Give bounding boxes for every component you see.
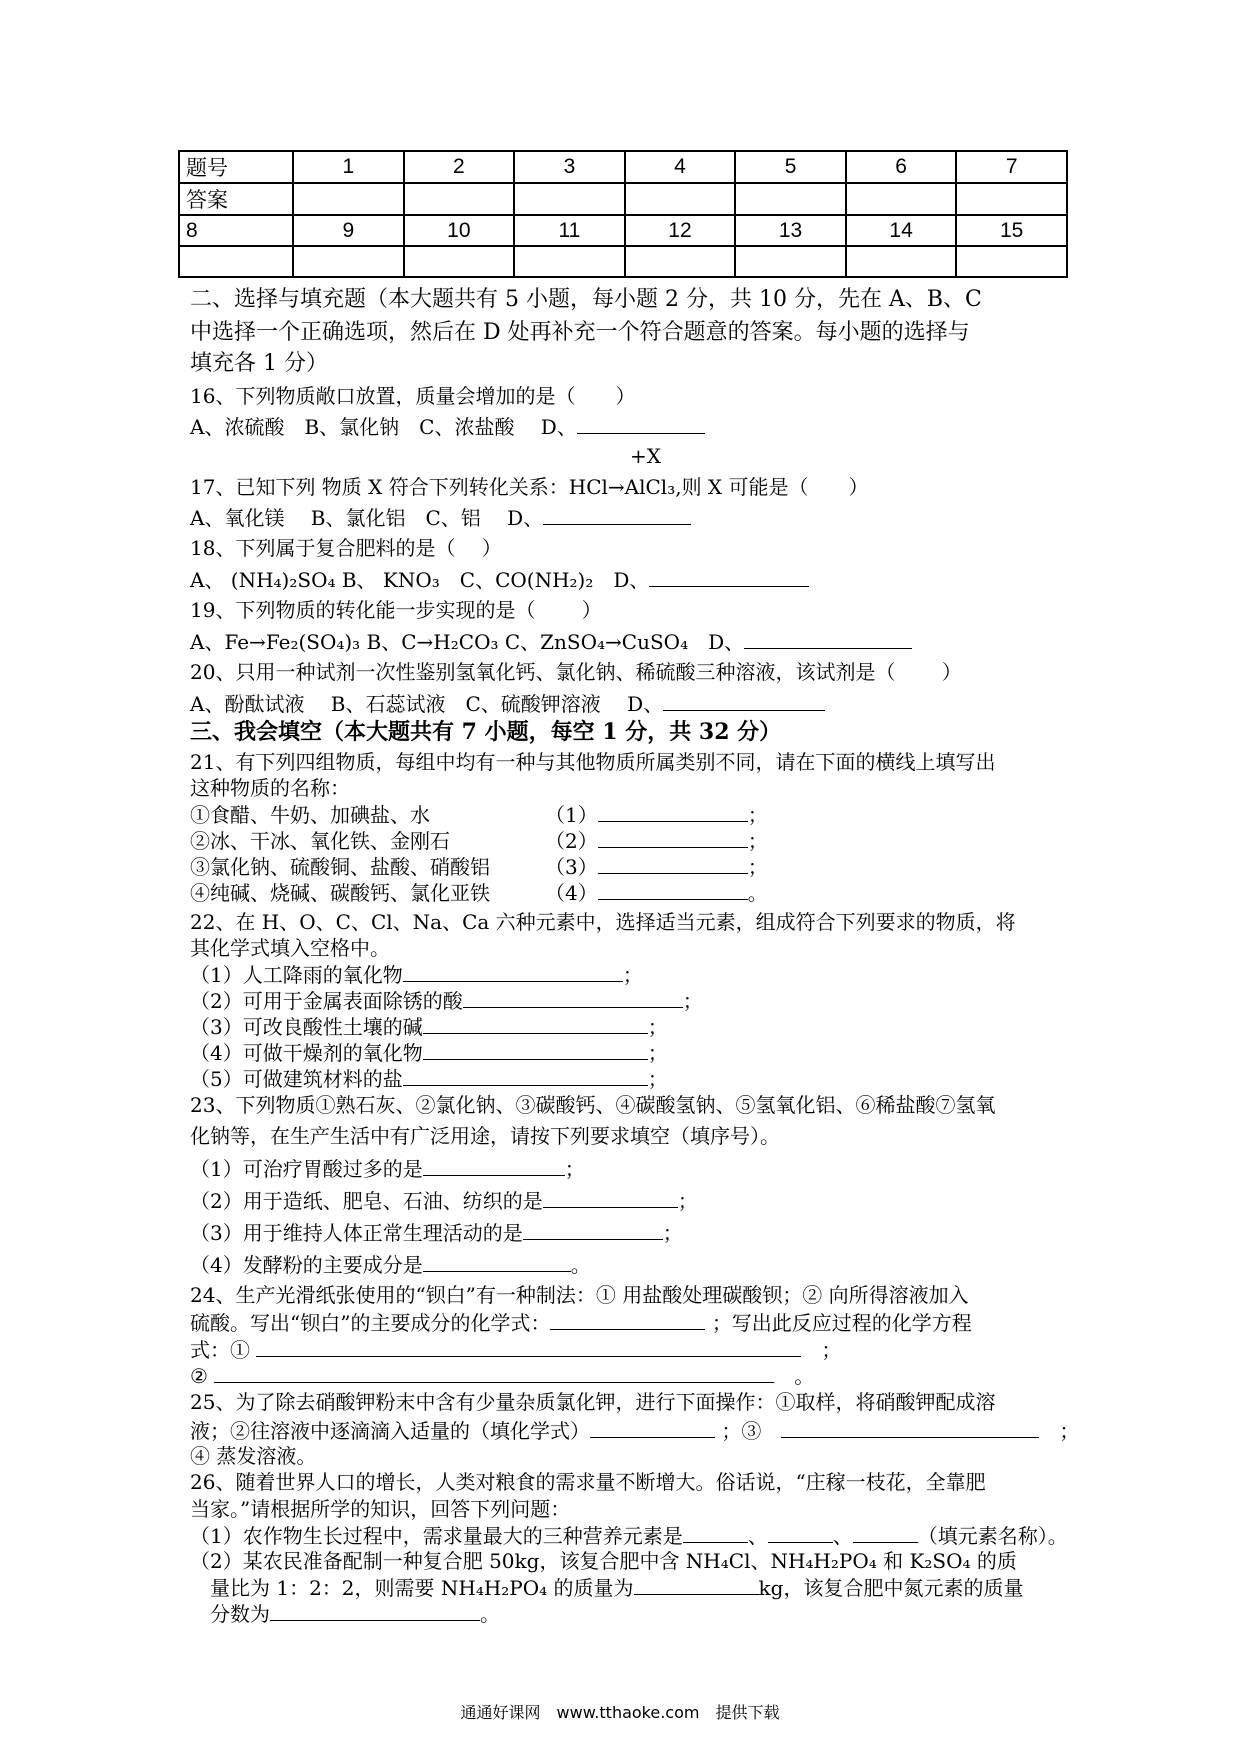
q23-item: （1）可治疗胃酸过多的是 ； [190,1157,585,1181]
answer-blank[interactable] [550,1309,705,1330]
question-24: 式：① ； [190,1338,842,1362]
section3-heading: 三、我会填空（本大题共有 7 小题，每空 1 分，共 32 分） [190,719,782,745]
answer-blank[interactable] [598,801,748,822]
q23-item-text: （2）用于造纸、肥皂、石油、纺织的是 [190,1189,543,1213]
question-22: 其化学式填入空格中。 [190,936,390,960]
question-23: 23、下列物质①熟石灰、②氯化钠、③碳酸钙、④碳酸氢钠、⑤氢氧化铝、⑥稀盐酸⑦氢氧 [190,1093,996,1117]
table-cell: 3 [514,151,625,183]
answer-blank[interactable] [423,1039,648,1060]
question-17-options [190,504,691,531]
q21-item-end: ； [747,803,768,827]
answer-cell[interactable] [293,183,404,215]
question-16-options [190,413,705,440]
options-text: A、氧化镁 B、氯化铝 C、铝 D、 [190,506,544,530]
table-cell: 9 [293,215,404,246]
q23-item: （3）用于维持人体正常生理活动的是 ； [190,1221,683,1245]
q24-text: ；写出此反应过程的化学方程 [711,1311,972,1335]
q21-item [190,853,768,880]
answer-blank[interactable] [270,1600,480,1621]
footer-text: 通通好课网 www.tthaoke.com 提供下载 [460,1703,780,1722]
answer-cell[interactable] [179,246,293,277]
q21-item-num: （3） [545,855,598,879]
q21-item [190,827,768,854]
answer-cell[interactable] [956,246,1067,277]
question-20: 20、只用一种试剂一次性鉴别氢氧化钙、氯化钠、稀硫酸三种溶液，该试剂是（ ） [190,660,962,684]
table-row [179,215,1067,246]
answer-blank[interactable] [853,1522,918,1543]
q24-text: 硫酸。写出“钡白”的主要成分的化学式： [190,1311,551,1335]
question-25: 液；②往溶液中逐滴滴入适量的（填化学式） ；③ ； [190,1419,1080,1443]
answer-cell[interactable] [514,183,625,215]
answer-blank[interactable] [663,690,825,711]
table-cell: 题号 [179,151,293,183]
q21-item-end: ； [747,829,768,853]
q26-text: （1）农作物生长过程中，需求量最大的三种营养元素是 [190,1524,683,1548]
question-17: 17、已知下列 物质 X 符合下列转化关系：HCl→AlCl₃,则 X 可能是（ ） [190,475,869,499]
question-23: 化钠等，在生产生活中有广泛用途，请按下列要求填空（填序号）。 [190,1124,780,1148]
q23-item-text: （3）用于维持人体正常生理活动的是 [190,1221,523,1245]
options-text: A、 (NH₄)₂SO₄ B、 KNO₃ C、CO(NH₂)₂ D、 [190,568,650,592]
answer-blank[interactable] [744,628,912,649]
q22-item: （5）可做建筑材料的盐 ； [190,1067,668,1091]
equation-blank[interactable] [214,1362,774,1383]
q21-item [190,801,768,828]
table-row [179,183,1067,215]
q22-item: （4）可做干燥剂的氧化物 ； [190,1041,668,1065]
question-21: 这种物质的名称： [190,776,350,800]
q22-item-text: （2）可用于金属表面除锈的酸 [190,989,463,1013]
answer-blank[interactable] [577,413,705,434]
q21-item-text: ④纯碱、烧碱、碳酸钙、氯化亚铁 [190,881,490,905]
question-24: 24、生产光滑纸张使用的“钡白”有一种制法：① 用盐酸处理碳酸钡；② 向所得溶液加入 [190,1283,969,1307]
answer-cell[interactable] [735,183,846,215]
table-cell: 1 [293,151,404,183]
q22-item-text: （1）人工降雨的氧化物 [190,963,403,987]
options-text: A、Fe→Fe₂(SO₄)₃ B、C→H₂CO₃ C、ZnSO₄→CuSO₄ D、 [190,630,745,654]
answer-cell[interactable] [404,246,515,277]
question-24: ② 。 [190,1364,815,1388]
table-cell: 5 [735,151,846,183]
answer-blank[interactable] [598,827,748,848]
question-22: 22、在 H、O、C、Cl、Na、Ca 六种元素中，选择适当元素，组成符合下列要求的物质，将 [190,910,1016,934]
answer-cell[interactable] [293,246,404,277]
answer-blank[interactable] [543,504,691,525]
answer-blank[interactable] [543,1187,678,1208]
reaction-label: +X [630,444,661,468]
question-26: 分数为 。 [210,1602,500,1626]
question-26 [190,1574,1023,1601]
answer-cell[interactable] [404,183,515,215]
q26-text: kg，该复合肥中氮元素的质量 [758,1576,1024,1600]
question-25: 25、为了除去硝酸钾粉末中含有少量杂质氯化钾，进行下面操作：①取样，将硝酸钾配成溶 [190,1390,996,1414]
q25-text: ；③ [721,1419,762,1443]
answer-blank[interactable] [634,1574,759,1595]
answer-blank[interactable] [781,1417,1039,1438]
question-18: 18、下列属于复合肥料的是（ ） [190,536,502,560]
question-25: ④ 蒸发溶液。 [190,1444,317,1468]
q23-item-text: （1）可治疗胃酸过多的是 [190,1157,423,1181]
q21-item [190,879,768,906]
q22-item: （2）可用于金属表面除锈的酸 ； [190,989,703,1013]
question-20-options [190,690,825,717]
q22-item: （3）可改良酸性土壤的碱 ； [190,1015,668,1039]
answer-table [178,150,1068,278]
table-cell: 15 [956,215,1067,246]
table-cell: 答案 [179,183,293,215]
section2-heading: 填充各 1 分） [190,351,328,376]
q21-item-num: （2） [545,829,598,853]
table-cell: 13 [735,215,846,246]
q26-text: （填元素名称）。 [917,1524,1068,1548]
q21-item-text: ②冰、干冰、氧化铁、金刚石 [190,829,450,853]
q24-text: 式：① [190,1338,250,1362]
q26-text: 量比为 1：2：2，则需要 NH₄H₂PO₄ 的质量为 [210,1576,634,1600]
question-19-options [190,628,912,655]
q23-item-text: （4）发酵粉的主要成分是 [190,1253,423,1277]
answer-blank[interactable] [463,987,683,1008]
q24-text: ② [190,1364,208,1388]
answer-blank[interactable] [598,879,748,900]
q21-item-end: 。 [747,881,768,905]
answer-cell[interactable] [846,183,957,215]
q25-text: 液；②往溶液中逐滴滴入适量的（填化学式） [190,1419,590,1443]
section2-heading: 二、选择与填充题（本大题共有 5 小题，每小题 2 分，共 10 分，先在 A、B、C [190,287,982,312]
table-cell: 8 [179,215,293,246]
q26-text: 分数为 [210,1602,270,1626]
q21-item-num: （4） [545,881,598,905]
table-cell: 14 [846,215,957,246]
table-cell: 10 [404,215,515,246]
answer-blank[interactable] [403,961,623,982]
answer-cell[interactable] [956,183,1067,215]
answer-blank[interactable] [590,1417,715,1438]
q21-item-text: ③氯化钠、硫酸铜、盐酸、硝酸铝 [190,855,490,879]
answer-cell[interactable] [514,246,625,277]
question-18-options [190,566,809,593]
q22-item-text: （5）可做建筑材料的盐 [190,1067,403,1091]
q23-item: （2）用于造纸、肥皂、石油、纺织的是 ； [190,1189,698,1213]
question-26: （2）某农民准备配制一种复合肥 50kg，该复合肥中含 NH₄Cl、NH₄H₂PO₄ 和 K₂SO₄ 的质 [190,1549,1017,1573]
table-row [179,246,1067,277]
question-24 [190,1309,972,1336]
answer-blank[interactable] [423,1251,571,1272]
options-text: A、酚酞试液 B、石蕊试液 C、硫酸钾溶液 D、 [190,692,664,716]
answer-blank[interactable] [403,1065,648,1086]
answer-blank[interactable] [523,1219,663,1240]
answer-blank[interactable] [683,1522,748,1543]
answer-blank[interactable] [768,1522,833,1543]
q22-item: （1）人工降雨的氧化物 ； [190,963,643,987]
section2-heading: 中选择一个正确选项，然后在 D 处再补充一个符合题意的答案。每小题的选择与 [190,320,970,345]
table-cell: 11 [514,215,625,246]
q21-item-num: （1） [545,803,598,827]
table-cell: 6 [846,151,957,183]
q22-item-text: （4）可做干燥剂的氧化物 [190,1041,423,1065]
q22-item-text: （3）可改良酸性土壤的碱 [190,1015,423,1039]
answer-blank[interactable] [423,1013,648,1034]
q21-item-end: ； [747,855,768,879]
answer-cell[interactable] [846,246,957,277]
q21-item-text: ①食醋、牛奶、加碘盐、水 [190,803,430,827]
answer-blank[interactable] [598,853,748,874]
question-16: 16、下列物质敞口放置，质量会增加的是（ ） [190,384,636,408]
equation-blank[interactable] [256,1336,801,1357]
table-cell: 2 [404,151,515,183]
answer-cell[interactable] [625,246,736,277]
table-cell: 12 [625,215,736,246]
answer-cell[interactable] [625,183,736,215]
table-cell: 7 [956,151,1067,183]
options-text: A、浓硫酸 B、氯化钠 C、浓盐酸 D、 [190,415,577,439]
table-row [179,151,1067,183]
table-cell: 4 [625,151,736,183]
question-26: 26、随着世界人口的增长，人类对粮食的需求量不断增大。俗话说，“庄稼一枝花，全靠肥 [190,1470,986,1494]
answer-blank[interactable] [649,566,809,587]
q23-item: （4）发酵粉的主要成分是 。 [190,1253,591,1277]
question-26: （1）农作物生长过程中，需求量最大的三种营养元素是 、 、 （填元素名称）。 [190,1524,1068,1548]
answer-blank[interactable] [423,1155,565,1176]
answer-cell[interactable] [735,246,846,277]
question-21: 21、有下列四组物质，每组中均有一种与其他物质所属类别不同，请在下面的横线上填写出 [190,750,996,774]
question-19: 19、下列物质的转化能一步实现的是（ ） [190,598,602,622]
question-26: 当家。”请根据所学的知识，回答下列问题： [190,1497,571,1521]
